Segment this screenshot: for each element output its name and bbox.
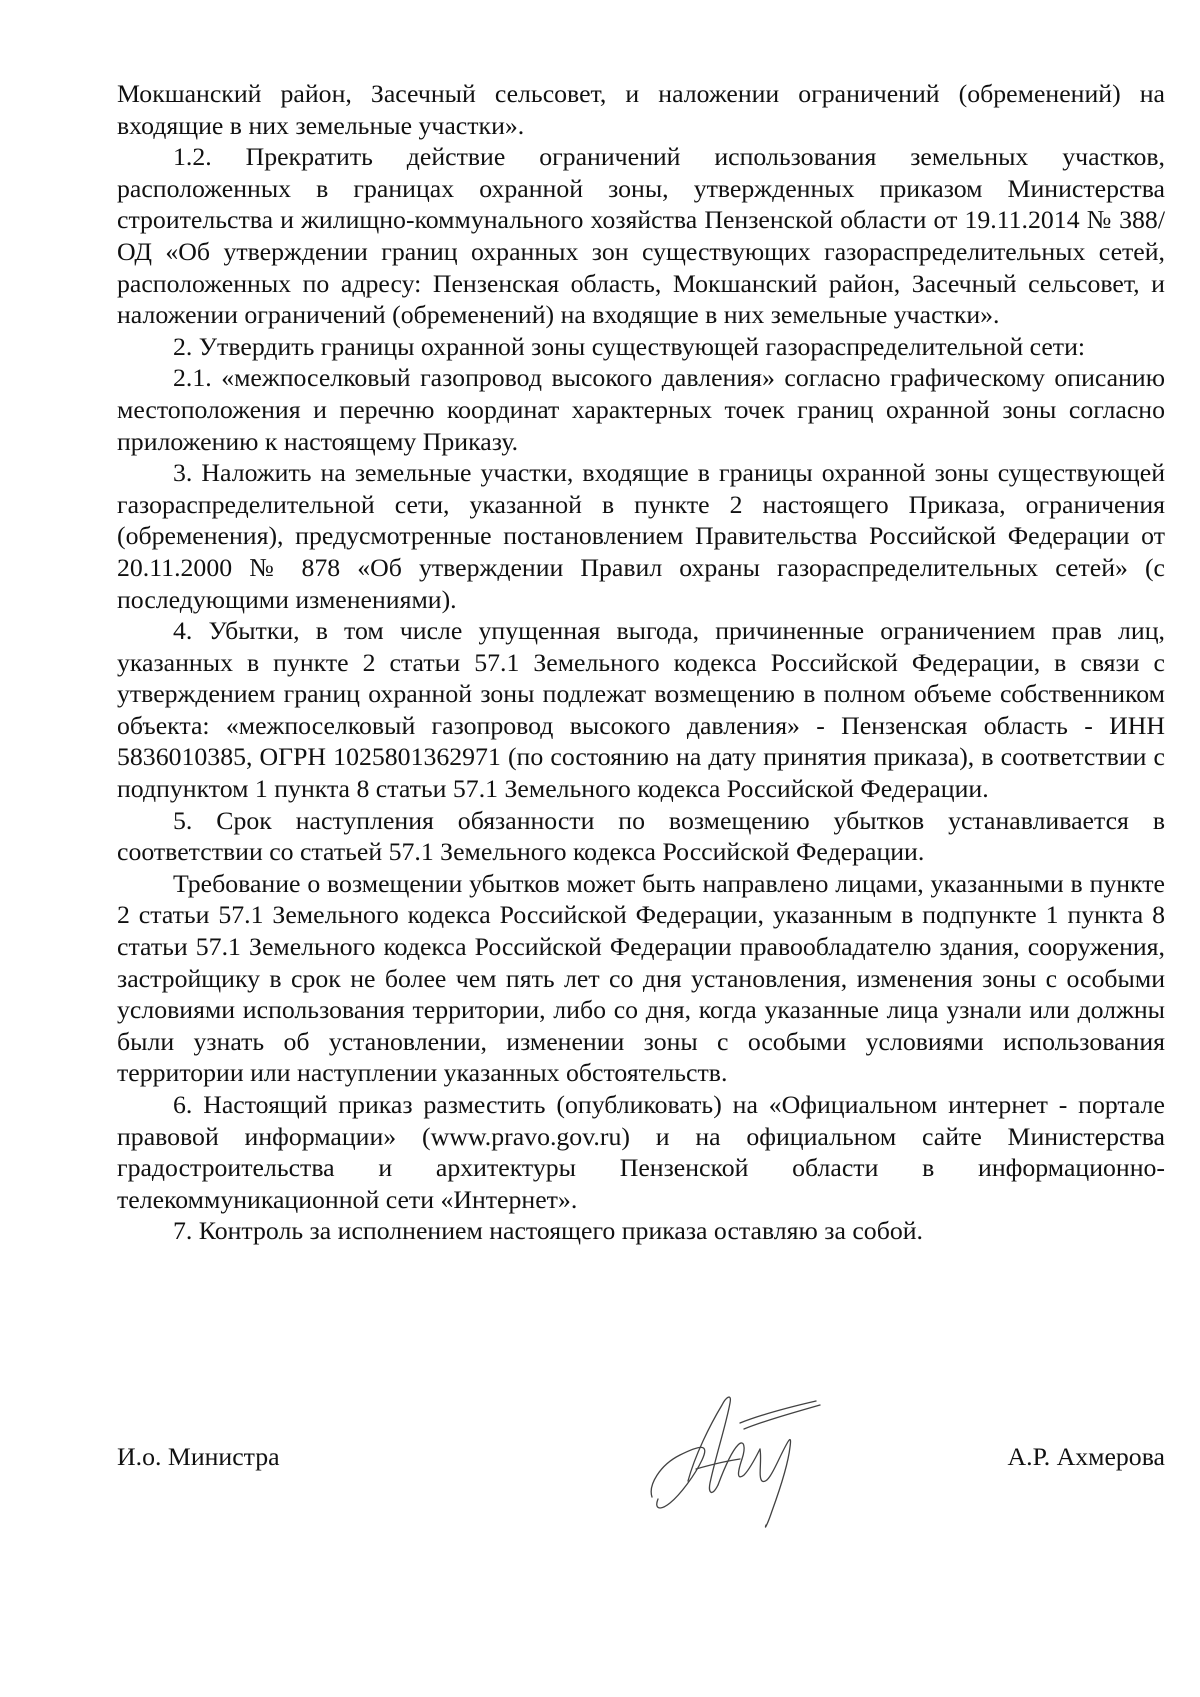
paragraph-2: 2. Утвердить границы охранной зоны существующей газораспределительной сети: [173, 331, 1086, 361]
paragraph-2-1: 2.1. «межпоселковый газопровод высокого давления» согласно графическому описанию местоположения и перечню координат характерных точек границ охранной зоны согласно приложению к настоящему Приказу. [117, 363, 1165, 456]
signer-position: И.о. Министра [117, 1442, 280, 1471]
paragraph-5: 5. Срок наступления обязанности по возмещению убытков устанавливается в соответствии со статьей 57.1 Земельного кодекса Российской Федерации. [117, 805, 1165, 867]
paragraph-3: 3. Наложить на земельные участки, входящие в границы охранной зоны существующей газораспределительной сети, указанной в пункте 2 настоящего Приказа, ограничения (обременения), предусмотренные постановлением Правительства Российской Федерации от 20.11.2000 № 878 «Об утверждении Правил охраны газораспределительных сетей» (с последующими изменениями). [117, 458, 1165, 614]
paragraph-6: 6. Настоящий приказ разместить (опубликовать) на «Официальном интернет - портале правовой информации» (www.pravo.gov.ru) и на официальном сайте Министерства градостроительства и архитектуры Пензенской области в информационно-телекоммуникационной сети «Интернет». [117, 1090, 1165, 1214]
document-body [117, 78, 1165, 1247]
signer-name: А.Р. Ахмерова [1007, 1442, 1165, 1471]
paragraph-1-2: 1.2. Прекратить действие ограничений использования земельных участков, расположенных в границах охранной зоны, утвержденных приказом Министерства строительства и жилищно-коммунального хозяйства Пензенской области от 19.11.2014 № 388/ОД «Об утверждении границ охранных зон существующих газораспределительных сетей, расположенных по адресу: Пензенская область, Мокшанский район, Засечный сельсовет, и наложении ограничений (обременений) на входящие в них земельные участки». [117, 142, 1165, 330]
paragraph-4: 4. Убытки, в том числе упущенная выгода, причиненные ограничением прав лиц, указанных в пункте 2 статьи 57.1 Земельного кодекса Российской Федерации, в связи с утверждением границ охранной зоны подлежат возмещению в полном объеме собственником объекта: «межпоселковый газопровод высокого давления» - Пензенская область - ИНН 5836010385, ОГРН 1025801362971 (по состоянию на дату принятия приказа), в соответствии с подпунктом 1 пункта 8 статьи 57.1 Земельного кодекса Российской Федерации. [117, 616, 1165, 804]
paragraph-requirement: Требование о возмещении убытков может быть направлено лицами, указанными в пункте 2 статьи 57.1 Земельного кодекса Российской Федерации, указанным в подпункте 1 пункта 8 статьи 57.1 Земельного кодекса Российской Федерации правообладателю здания, сооружения, застройщику в срок не более чем пять лет со дня установления, изменения зоны с особыми условиями использования территории, либо со дня, когда указанные лица узнали или должны были узнать об установлении, изменении зоны с особыми условиями использования территории или наступлении указанных обстоятельств. [117, 868, 1165, 1088]
paragraph-7: 7. Контроль за исполнением настоящего приказа оставляю за собой. [173, 1216, 923, 1246]
handwritten-signature [640, 1385, 830, 1535]
paragraph-continuation: Мокшанский район, Засечный сельсовет, и наложении ограничений (обременений) на входящие в них земельные участки». [117, 79, 1165, 140]
